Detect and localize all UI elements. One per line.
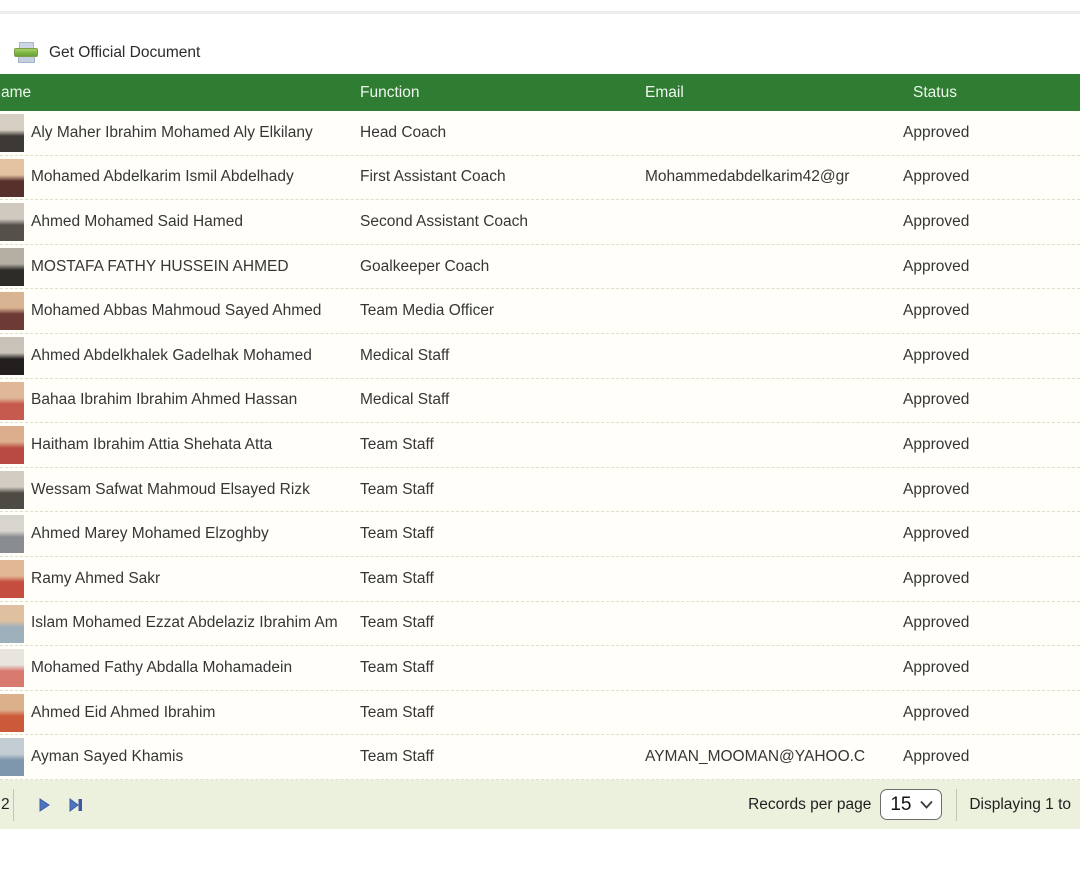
table-row[interactable] (0, 156, 1080, 201)
cell-email: Mohammedabdelkarim42@gr (645, 168, 850, 186)
pager-right-section (748, 789, 1071, 821)
cell-name: Aly Maher Ibrahim Mohamed Aly Elkilany (31, 123, 313, 141)
cell-status: Approved (903, 346, 970, 364)
cell-function: Team Staff (360, 480, 434, 498)
cell-status: Approved (903, 391, 970, 409)
pager-controls (0, 780, 84, 829)
cell-function: Team Staff (360, 658, 434, 676)
printer-icon (14, 42, 38, 65)
cell-name: Ahmed Abdelkhalek Gadelhak Mohamed (31, 346, 312, 364)
table-row[interactable] (0, 379, 1080, 424)
get-official-document-button[interactable] (14, 38, 200, 68)
records-per-page-label: Records per page (748, 795, 872, 813)
column-header-name: ame (1, 83, 32, 101)
cell-status: Approved (903, 302, 970, 320)
cell-status: Approved (903, 569, 970, 587)
cell-name: Mohamed Abbas Mahmoud Sayed Ahmed (31, 302, 322, 320)
staff-photo (0, 426, 24, 464)
cell-name: Ayman Sayed Khamis (31, 748, 184, 766)
cell-status: Approved (903, 658, 970, 676)
cell-function: Team Staff (360, 435, 434, 453)
staff-photo (0, 114, 24, 152)
table-row[interactable] (0, 200, 1080, 245)
cell-function: Second Assistant Coach (360, 212, 529, 230)
staff-photo (0, 694, 24, 732)
staff-photo (0, 382, 24, 420)
next-page-icon (37, 798, 51, 812)
staff-photo (0, 649, 24, 687)
table-header-row (0, 74, 1080, 111)
table-row[interactable] (0, 423, 1080, 468)
staff-photo (0, 337, 24, 375)
cell-name: Mohamed Fathy Abdalla Mohamadein (31, 658, 293, 676)
staff-photo (0, 292, 24, 330)
cell-name: Ahmed Eid Ahmed Ibrahim (31, 703, 216, 721)
cell-function: Team Staff (360, 569, 434, 587)
table-row[interactable] (0, 111, 1080, 156)
table-row[interactable] (0, 512, 1080, 557)
pager-divider (956, 789, 957, 821)
chevron-down-icon (920, 800, 933, 809)
staff-table (0, 74, 1080, 780)
cell-status: Approved (903, 168, 970, 186)
cell-email: AYMAN_MOOMAN@YAHOO.C (645, 748, 866, 766)
top-divider (0, 11, 1080, 14)
cell-status: Approved (903, 435, 970, 453)
cell-status: Approved (903, 703, 970, 721)
cell-function: Medical Staff (360, 391, 450, 409)
cell-function: Team Staff (360, 525, 434, 543)
cell-name: Wessam Safwat Mahmoud Elsayed Rizk (31, 480, 310, 498)
table-row[interactable] (0, 691, 1080, 736)
cell-function: Goalkeeper Coach (360, 257, 490, 275)
next-page-button[interactable] (37, 798, 51, 812)
pager-divider (13, 789, 14, 821)
staff-photo (0, 248, 24, 286)
records-per-page-value: 15 (890, 793, 912, 815)
table-row[interactable] (0, 602, 1080, 647)
cell-status: Approved (903, 748, 970, 766)
cell-function: First Assistant Coach (360, 168, 506, 186)
pagination-bar (0, 780, 1080, 829)
column-header-function: Function (360, 83, 420, 101)
cell-name: Mohamed Abdelkarim Ismil Abdelhady (31, 168, 294, 186)
last-page-icon (68, 798, 84, 812)
last-page-button[interactable] (68, 798, 84, 812)
staff-photo (0, 471, 24, 509)
records-per-page-select[interactable] (880, 789, 942, 820)
cell-status: Approved (903, 525, 970, 543)
cell-name: Bahaa Ibrahim Ibrahim Ahmed Hassan (31, 391, 298, 409)
column-header-email: Email (645, 83, 684, 101)
cell-function: Head Coach (360, 123, 447, 141)
staff-photo (0, 738, 24, 776)
table-row[interactable] (0, 468, 1080, 513)
cell-name: Haitham Ibrahim Attia Shehata Atta (31, 435, 273, 453)
table-row[interactable] (0, 245, 1080, 290)
table-row[interactable] (0, 289, 1080, 334)
table-row[interactable] (0, 646, 1080, 691)
cell-function: Team Staff (360, 703, 434, 721)
cell-function: Team Staff (360, 614, 434, 632)
page-number-link[interactable]: 2 (1, 795, 10, 813)
table-row[interactable] (0, 334, 1080, 379)
staff-photo (0, 159, 24, 197)
cell-function: Team Media Officer (360, 302, 495, 320)
cell-name: MOSTAFA FATHY HUSSEIN AHMED (31, 257, 289, 275)
cell-status: Approved (903, 123, 970, 141)
cell-name: Ahmed Marey Mohamed Elzoghby (31, 525, 269, 543)
table-row[interactable] (0, 557, 1080, 602)
get-official-document-label: Get Official Document (49, 44, 201, 61)
cell-name: Islam Mohamed Ezzat Abdelaziz Ibrahim Am (31, 614, 338, 632)
cell-function: Team Staff (360, 748, 434, 766)
cell-name: Ahmed Mohamed Said Hamed (31, 212, 243, 230)
staff-photo (0, 560, 24, 598)
cell-name: Ramy Ahmed Sakr (31, 569, 161, 587)
displaying-records-text: Displaying 1 to (969, 795, 1071, 813)
cell-status: Approved (903, 614, 970, 632)
staff-photo (0, 203, 24, 241)
staff-photo (0, 515, 24, 553)
column-header-status: Status (913, 83, 957, 101)
cell-function: Medical Staff (360, 346, 450, 364)
staff-photo (0, 605, 24, 643)
cell-status: Approved (903, 480, 970, 498)
cell-status: Approved (903, 257, 970, 275)
cell-status: Approved (903, 212, 970, 230)
table-row[interactable] (0, 735, 1080, 780)
table-body (0, 111, 1080, 780)
